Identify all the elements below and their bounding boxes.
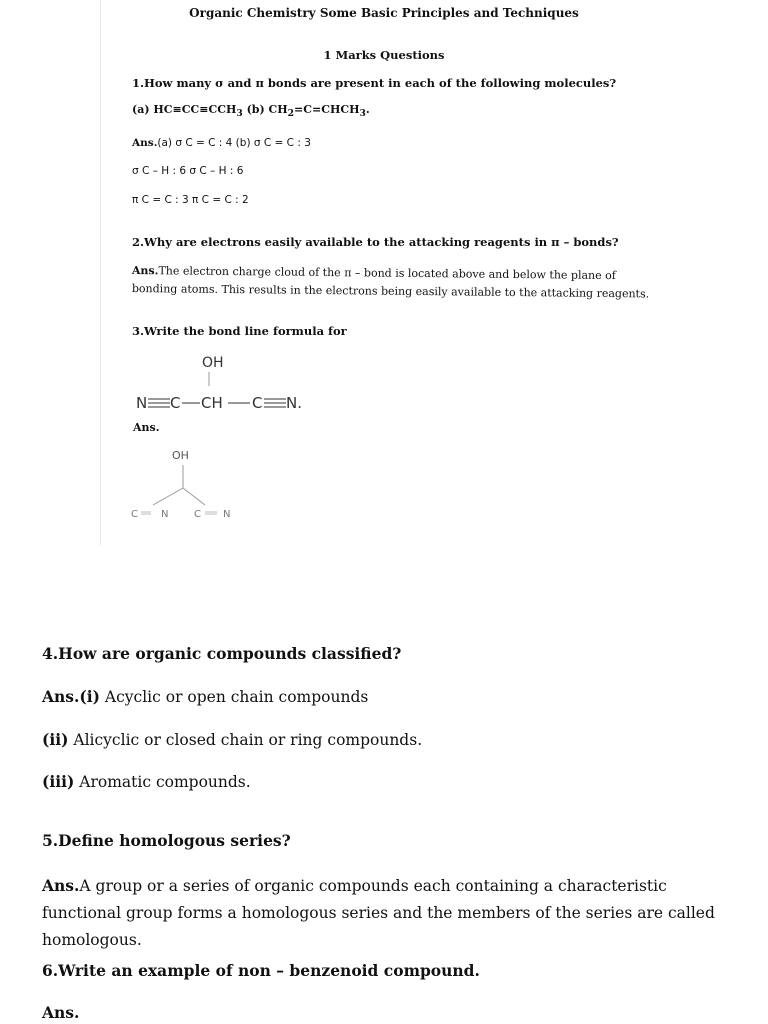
question-6: 6.Write an example of non – benzenoid compound. bbox=[42, 961, 480, 980]
answer-4-item-3-text: Aromatic compounds. bbox=[74, 773, 251, 791]
cyanohydrin-structure bbox=[128, 350, 328, 420]
answer-5-prefix: Ans. bbox=[42, 876, 80, 895]
molecule-a-subscript: 3 bbox=[236, 108, 243, 120]
question-4: 4.How are organic compounds classified? bbox=[42, 644, 402, 663]
answer-4-item-1-text: Acyclic or open chain compounds bbox=[99, 688, 369, 706]
question-2: 2.Why are electrons easily available to the attacking reagents in π – bonds? bbox=[132, 235, 619, 249]
molecule-b-mid: =C=CHCH bbox=[294, 103, 360, 116]
answer-4-item-1 bbox=[42, 687, 368, 706]
bond-line-right-n: N bbox=[223, 509, 231, 520]
answer-1-line-3: π C = C : 3 π C = C : 2 bbox=[132, 194, 249, 206]
answer-2-prefix: Ans. bbox=[131, 264, 159, 278]
scan-edge-left bbox=[100, 0, 101, 545]
answer-4-prefix: Ans. bbox=[42, 687, 80, 706]
answer-4-item-3-number: (iii) bbox=[42, 772, 75, 791]
section-title: 1 Marks Questions bbox=[323, 48, 445, 62]
answer-3-label: Ans. bbox=[133, 421, 160, 434]
answer-4-item-2-text: Alicyclic or closed chain or ring compounds. bbox=[68, 731, 423, 749]
question-5: 5.Define homologous series? bbox=[42, 831, 291, 850]
answer-1-prefix: Ans. bbox=[132, 137, 158, 149]
answer-1-line-1 bbox=[132, 134, 311, 152]
answer-5 bbox=[42, 872, 722, 954]
answer-4-item-3 bbox=[42, 772, 251, 791]
question-1: 1.How many σ and π bonds are present in each of the following molecules? bbox=[132, 76, 617, 90]
bond-line-left-c: C bbox=[131, 509, 138, 520]
molecule-b-subscript-2: 3 bbox=[359, 108, 366, 120]
structure-ch: CH bbox=[201, 394, 223, 412]
structure-oh: OH bbox=[202, 355, 224, 371]
bond-line-right-c: C bbox=[194, 509, 201, 520]
answer-1-line-2: σ C – H : 6 σ C – H : 6 bbox=[132, 165, 244, 177]
bond-line-left-bond bbox=[153, 488, 183, 505]
question-1-molecules bbox=[132, 103, 370, 119]
question-3: 3.Write the bond line formula for bbox=[132, 324, 347, 338]
structure-c1: C bbox=[170, 394, 181, 412]
answer-2-text-1: The electron charge cloud of the π – bond is located above and below the plane of bbox=[158, 264, 616, 283]
document-title: Organic Chemistry Some Basic Principles and Techniques bbox=[189, 6, 579, 20]
structure-c2: C bbox=[252, 394, 263, 412]
answer-5-text: A group or a series of organic compounds each containing a characteristic functional group forms a homologous series and the members of the series are called homologous. bbox=[42, 877, 715, 949]
structure-n2: N. bbox=[286, 394, 302, 412]
bond-line-left-n: N bbox=[161, 509, 169, 520]
molecule-a: (a) HC≡CC≡CCH bbox=[132, 103, 237, 116]
molecule-b: (b) CH bbox=[242, 103, 288, 116]
answer-4-item-1-number: (i) bbox=[79, 687, 100, 706]
molecule-b-end: . bbox=[365, 103, 370, 116]
answer-2-line-2: bonding atoms. This results in the electrons being easily available to the attacking reagents. bbox=[131, 282, 650, 301]
structure-n1: N bbox=[136, 394, 148, 412]
answer-4-item-2-number: (ii) bbox=[42, 730, 69, 749]
molecule-b-subscript-1: 2 bbox=[287, 108, 295, 120]
answer-4-item-2 bbox=[42, 730, 422, 749]
bond-line-oh: OH bbox=[172, 449, 189, 462]
bond-line-structure bbox=[125, 443, 245, 525]
answer-2-line-1 bbox=[132, 264, 616, 282]
answer-1-text-1: (a) σ C = C : 4 (b) σ C = C : 3 bbox=[157, 137, 311, 149]
answer-6-label: Ans. bbox=[42, 1003, 80, 1022]
bond-line-right-bond bbox=[183, 488, 205, 505]
